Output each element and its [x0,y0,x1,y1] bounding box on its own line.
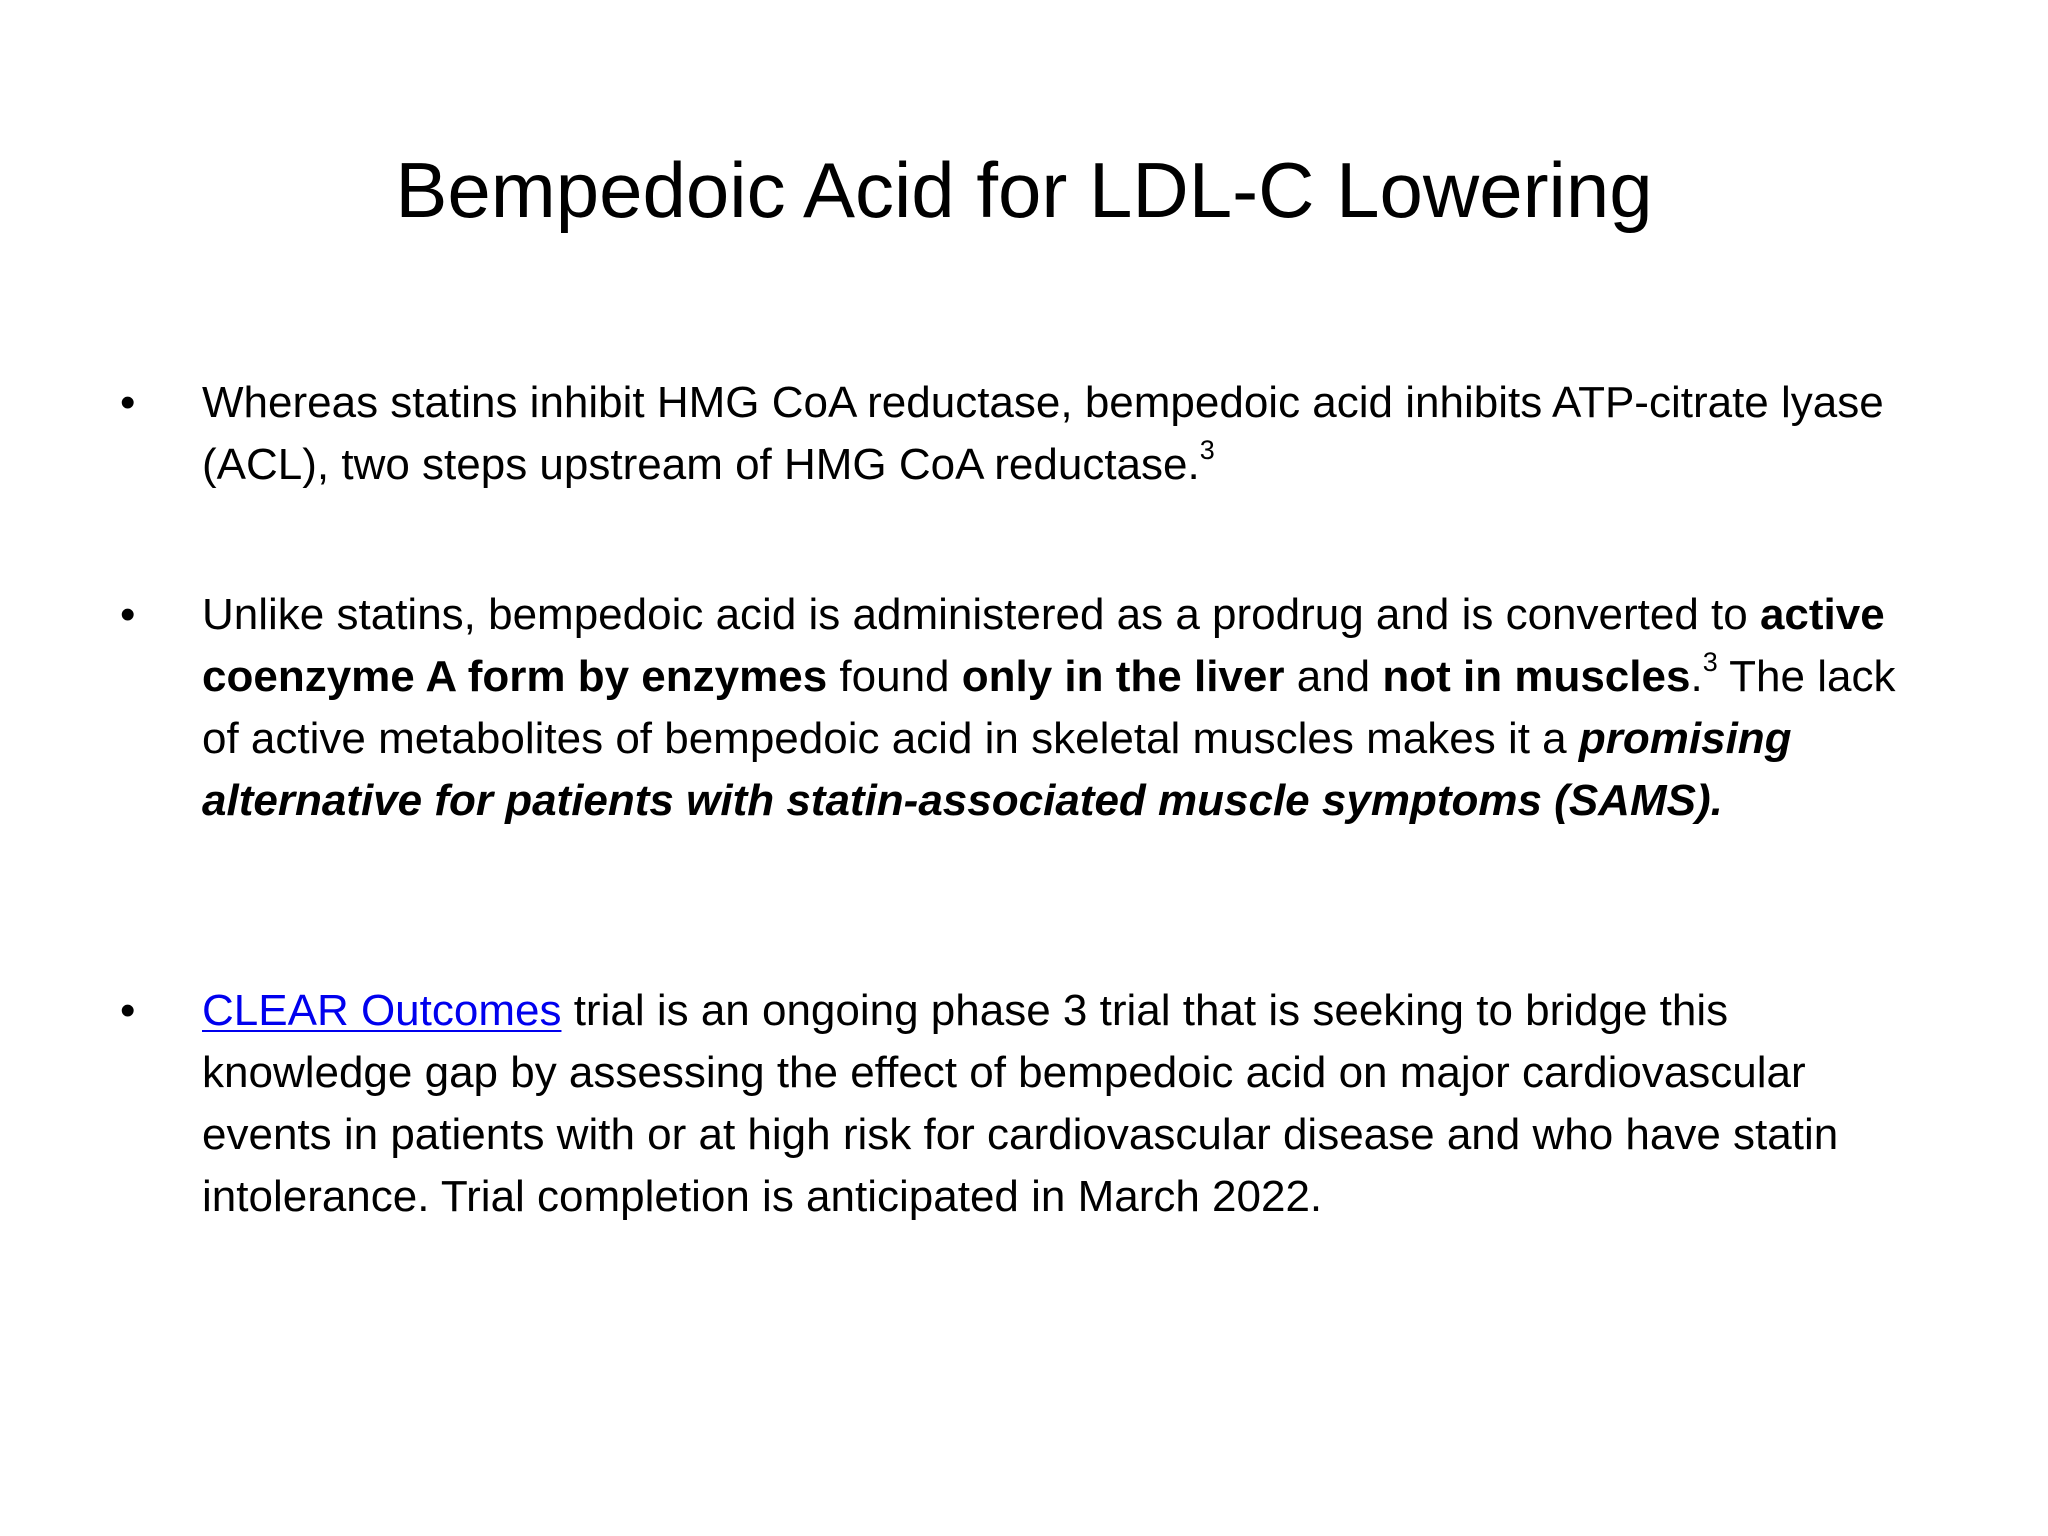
bullet-text-segment: found [827,652,962,701]
bold-text-segment: only in the liver [961,652,1285,701]
bullet-text-segment: and [1284,652,1383,701]
bullet-text-segment: Unlike statins, bempedoic acid is administered as a prodrug and is converted to [202,590,1760,639]
bold-italic-text-segment: promising alternative for patients with statin-associated muscle symptoms (SAMS). [202,714,1792,825]
bold-text-segment: active coenzyme A form by enzymes [202,590,1885,701]
slide-title: Bempedoic Acid for LDL-C Lowering [395,146,1653,234]
bullet-text [202,372,1932,496]
bullet-marker: • [120,986,136,1035]
bold-text-segment: not in muscles [1382,652,1691,701]
bullet-text-segment: Whereas statins inhibit HMG CoA reductase, bempedoic acid inhibits ATP-citrate lyase (ACL), two steps upstream of HMG CoA reductase. [202,378,1884,489]
reference-superscript: 3 [1199,435,1215,466]
clear-outcomes-link[interactable]: CLEAR Outcomes [202,986,562,1035]
bullet-text-segment: The lack of active metabolites of bempedoic acid in skeletal muscles makes it a [202,652,1896,763]
bullet-marker: • [120,378,136,427]
bullet-text [202,584,1932,832]
bullet-text-segment: . [1690,652,1703,701]
bullet-text [202,980,1932,1228]
bullet-marker: • [120,590,136,639]
bullet-text-segment: trial is an ongoing phase 3 trial that is seeking to bridge this knowledge gap by assessing the effect of bempedoic acid on major cardiovascular events in patients with or at high risk for cardiovascular disease and who have statin intolerance. Trial completion is anticipated in March 2022. [202,986,1839,1221]
reference-superscript: 3 [1702,647,1718,678]
